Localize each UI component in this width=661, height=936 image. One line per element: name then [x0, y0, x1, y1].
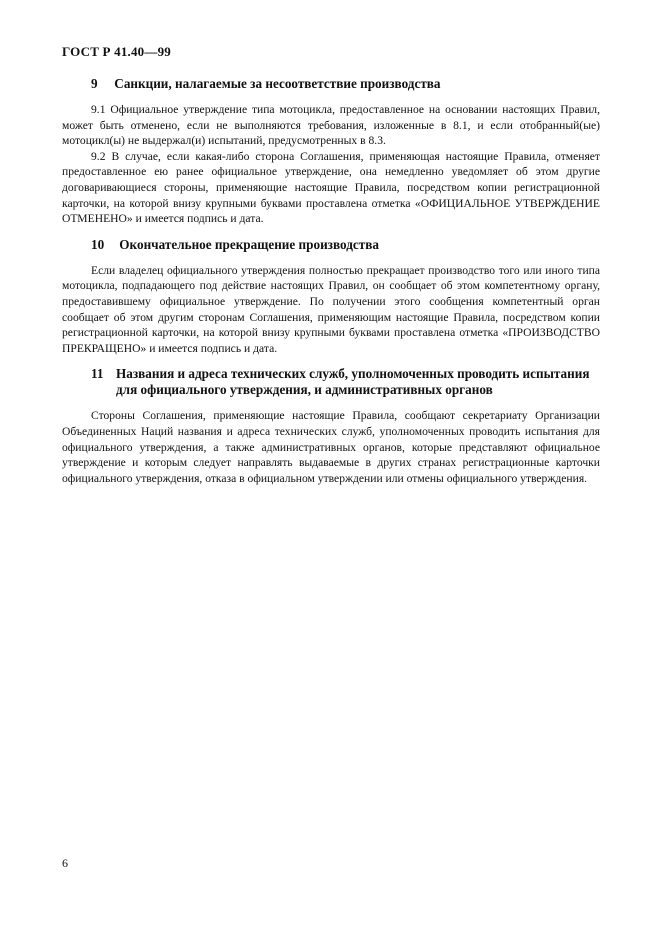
paragraph-9-2: 9.2 В случае, если какая-либо сторона Соглашения, применяющая настоящие Правила, отменяет предоставленное ею ранее официальное утверждение, она немедленно уведомляет об этом другие договаривающиеся стороны, применяющие настоящие Правила, посредством копии регистрационной карточки, на которой внизу крупными буквами проставлена отметка «ОФИЦИАЛЬНОЕ УТВЕРЖДЕНИЕ ОТМЕНЕНО» и имеется подпись и дата. — [62, 149, 600, 226]
paragraph-10: Если владелец официального утверждения полностью прекращает производство того или иного типа мотоцикла, подпадающего под действие настоящих Правил, он сообщает об этом компетентному органу, предоставившему официальное утверждение. По получении этого сообщения компетентный орган сообщает об этом другим сторонам Соглашения, применяющим настоящие Правила, посредством копии регистрационной карточки, на которой внизу крупными буквами проставлена отметка «ПРОИЗВОДСТВО ПРЕКРАЩЕНО» и имеется подпись и дата. — [62, 263, 600, 355]
section-9-title: Санкции, налагаемые за несоответствие производства — [114, 76, 441, 91]
section-10 — [62, 237, 600, 357]
section-11-heading — [91, 366, 600, 398]
section-9-heading — [91, 76, 600, 92]
page-number: 6 — [62, 856, 68, 870]
section-10-title: Окончательное прекращение производства — [119, 236, 379, 252]
section-9 — [62, 76, 600, 227]
section-10-heading — [91, 237, 600, 253]
section-11-number: 11 — [91, 366, 104, 382]
section-9-number: 9 — [91, 76, 98, 91]
section-11 — [62, 366, 600, 486]
document-body — [62, 76, 600, 496]
section-11-title: Названия и адреса технических служб, уполномоченных проводить испытания для официального утверждения, и административных органов — [116, 366, 590, 398]
paragraph-11: Стороны Соглашения, применяющие настоящие Правила, сообщают секретариату Организации Объединенных Наций названия и адреса технических служб, уполномоченных проводить испытания для официального утверждения, а также административных органов, которые представляют официальное утверждение и которым следует направлять выдаваемые в других странах регистрационные карточки официального утверждения, отказа в официальном утверждении или отмены официального утверждения. — [62, 409, 600, 485]
paragraph-9-1: 9.1 Официальное утверждение типа мотоцикла, предоставленное на основании настоящих Правил, может быть отменено, если не выполняются требования, изложенные в 8.1, и если отобранный(ые) мотоцикл(ы) не выдержал(и) испытаний, предусмотренных в 8.3. — [62, 103, 600, 148]
document-code-header: ГОСТ Р 41.40—99 — [62, 44, 171, 59]
section-10-number: 10 — [91, 236, 105, 252]
